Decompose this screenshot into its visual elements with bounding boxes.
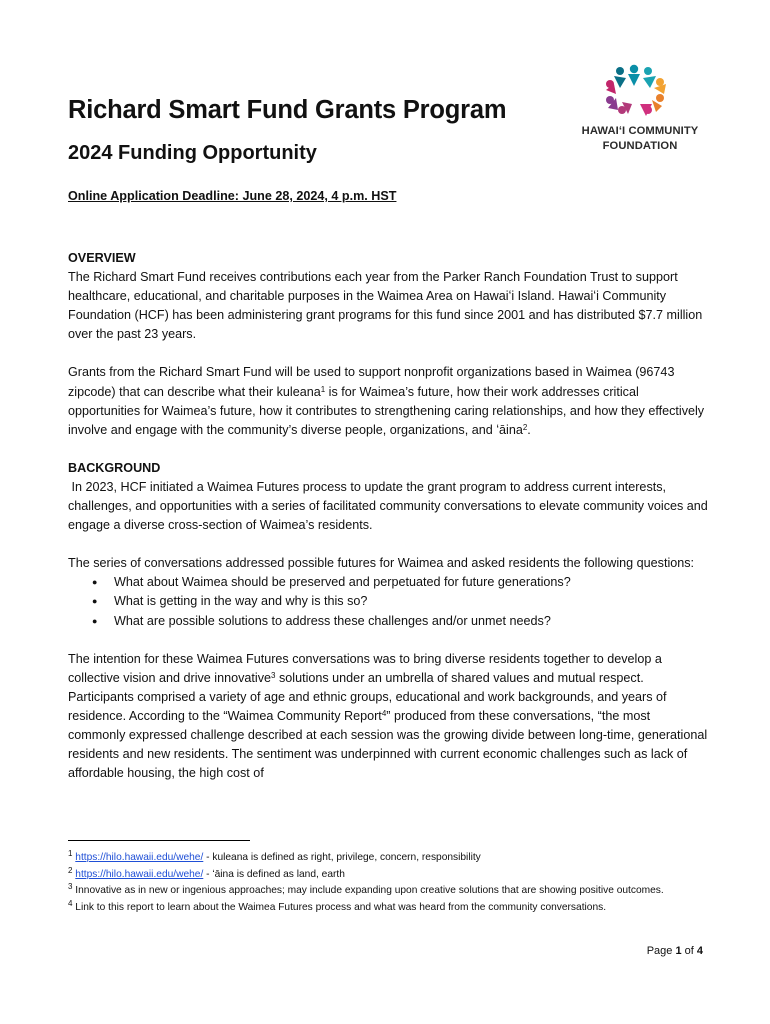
overview-p2-text-a: Grants from the Richard Smart Fund will be used to support nonprofit organizations based in Waimea (96743 zipcode) that can describe what their kuleana: [68, 365, 675, 399]
list-item: ● What are possible solutions to address these challenges and/or unmet needs?: [114, 612, 708, 631]
application-deadline: Online Application Deadline: June 28, 2024, 4 p.m. HST: [68, 189, 397, 203]
background-p3-text-c: ” produced from these conversations, “the most commonly expressed challenge described at each session was the growing divide between long-time, generational residents and new residents. The sentiment was underpinned with current economic challenges such as lack of affordable housing, the high cost of: [68, 708, 708, 781]
footnotes: [68, 850, 708, 916]
footnote-divider: [68, 840, 250, 841]
page-prefix: Page: [646, 945, 676, 957]
wehe-dictionary-link[interactable]: https://hilo.hawaii.edu/wehe/: [75, 852, 204, 863]
wehe-dictionary-link[interactable]: https://hilo.hawaii.edu/wehe/: [75, 868, 204, 880]
page-number: [600, 945, 703, 957]
footnote-number: 1: [68, 849, 73, 858]
footnote-ref-2: 2: [522, 422, 528, 432]
footnote-number: 3: [68, 882, 73, 891]
footnote-text: Innovative as in new or ingenious approaches; may include expanding upon creative solutions that are showing positive outcomes.: [72, 885, 664, 896]
logo-figures: [606, 65, 666, 116]
logo-wordmark: [556, 124, 724, 154]
question-list: [68, 573, 708, 630]
background-paragraph-3: [68, 650, 708, 784]
background-heading: BACKGROUND: [68, 460, 161, 475]
page-subtitle: 2024 Funding Opportunity: [68, 142, 317, 164]
page-current: 1: [675, 945, 682, 957]
overview-p2-text-c: .: [527, 422, 531, 437]
page-total: 4: [696, 945, 703, 957]
list-item: ● What is getting in the way and why is this so?: [114, 592, 708, 611]
overview-paragraph-1: The Richard Smart Fund receives contributions each year from the Parker Ranch Foundation Trust to support healthcare, educational, and charitable purposes in the Waimea Area on Hawaiʻi Island. Hawaiʻi Community Foundation (HCF) has been administering grant programs for this fund since 2001 and has distributed $7.7 million over the past 23 years.: [68, 270, 703, 342]
footnote-ref-4: 4: [381, 708, 387, 718]
logo-line-1: HAWAIʻI COMMUNITY: [581, 125, 699, 137]
background-paragraph-1: In 2023, HCF initiated a Waimea Futures process to update the grant program to address current interests, challenges, and opportunities with a series of facilitated community conversations to elevate community voices and engage a diverse cross-section of Waimea’s residents.: [68, 479, 712, 533]
overview-paragraph-2: [68, 363, 708, 439]
background-paragraph-2: The series of conversations addressed possible futures for Waimea and asked residents the following questions:: [68, 556, 695, 571]
footnote-2: [68, 867, 708, 884]
footnote-ref-1: 1: [320, 384, 326, 394]
page-of: of: [681, 945, 697, 957]
footnote-text: Link to this report to learn about the Waimea Futures process and what was heard from the community conversations.: [72, 901, 607, 913]
footnote-text: - ʻāina is defined as land, earth: [203, 868, 345, 880]
background-p3-text-b: solutions under an umbrella of shared values and mutual respect. Participants comprised a variety of age and ethnic groups, educational and work backgrounds, and years of residence. According to the “Waimea Community Report: [68, 670, 667, 723]
footnote-ref-3: 3: [271, 670, 276, 680]
logo-line-2: FOUNDATION: [602, 140, 678, 152]
footnote-number: 4: [68, 898, 73, 908]
footnote-4: [68, 900, 708, 917]
footnote-text: - kuleana is defined as right, privilege, concern, responsibility: [203, 852, 481, 863]
overview-heading: OVERVIEW: [68, 251, 136, 265]
document-body: [68, 249, 712, 802]
list-item: ● What about Waimea should be preserved and perpetuated for future generations?: [114, 573, 708, 592]
overview-p2-text-b: is for Waimea’s future, how their work addresses critical opportunities for Waimea’s future, how it contributes to strengthening caring relationships, and how they effectively involve and engage with the community’s diverse people, organizations, and ʻāina: [68, 384, 705, 437]
footnote-3: [68, 883, 708, 900]
background-p3-text-a: The intention for these Waimea Futures conversations was to bring diverse residents together to develop a collective vision and drive innovative: [68, 651, 662, 685]
footnote-1: [68, 850, 708, 867]
footnote-number: 2: [68, 865, 73, 875]
page-title: Richard Smart Fund Grants Program: [68, 96, 507, 124]
